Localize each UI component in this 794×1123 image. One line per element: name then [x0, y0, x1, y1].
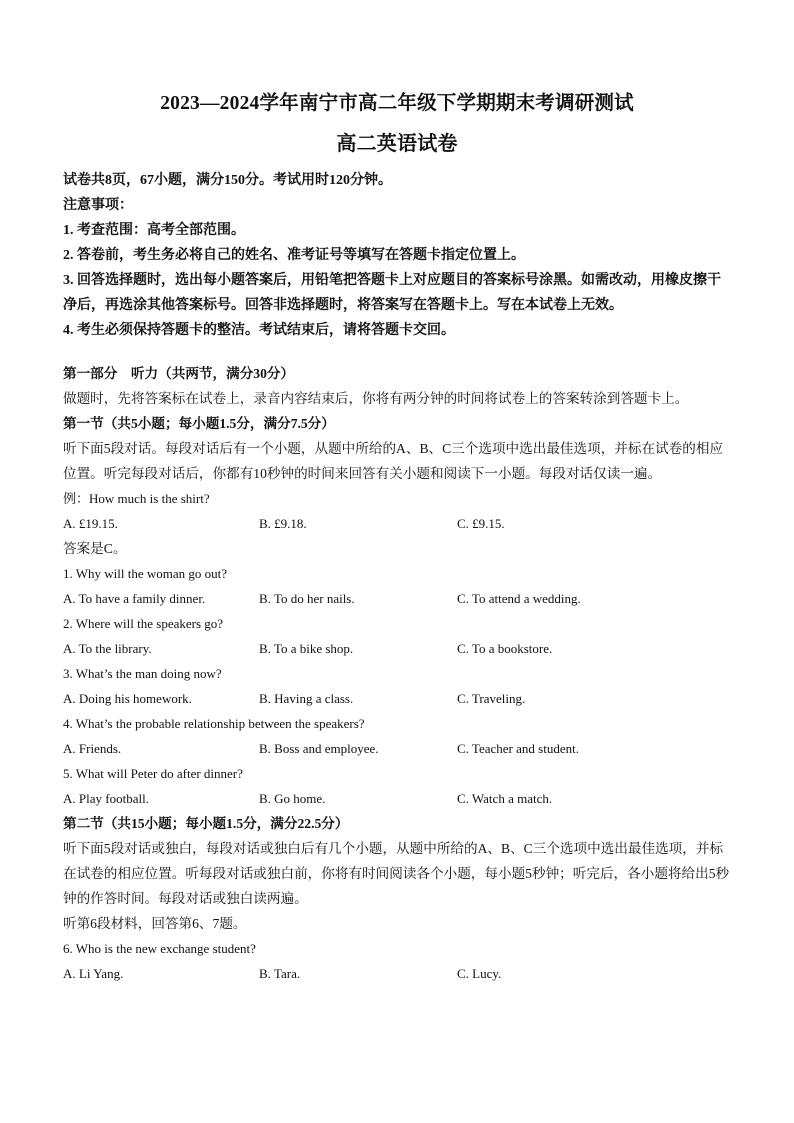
- option-b: B. Tara.: [259, 966, 301, 981]
- question-5: 5. What will Peter do after dinner?: [63, 766, 243, 781]
- exam-subtitle: 高二英语试卷: [336, 133, 458, 155]
- section1-heading: 第一节（共5小题；每小题1.5分，满分7.5分）: [63, 416, 335, 431]
- option-b: B. £9.18.: [259, 516, 307, 531]
- option-c: C. Teacher and student.: [457, 741, 579, 756]
- option-c: C. To a bookstore.: [457, 641, 553, 656]
- option-a: A. Friends.: [63, 741, 122, 756]
- question-2: 2. Where will the speakers go?: [63, 616, 224, 631]
- part1-instruction: 做题时，先将答案标在试卷上，录音内容结束后，你将有两分钟的时间将试卷上的答案转涂到答题卡上。: [63, 391, 689, 406]
- note-item: 3. 回答选择题时，选出每小题答案后，用铅笔把答题卡上对应题目的答案标号涂黑。如需改动，用橡皮擦干净后，再选涂其他答案标号。回答非选择题时，将答案写在答题卡上。写在本试卷上无效。: [63, 273, 721, 313]
- section2-heading: 第二节（共15小题；每小题1.5分，满分22.5分）: [63, 816, 349, 831]
- option-b: B. Go home.: [259, 791, 326, 806]
- question-4: 4. What’s the probable relationship between the speakers?: [63, 716, 365, 731]
- exam-page: [63, 90, 731, 986]
- option-a: A. Play football.: [63, 791, 149, 806]
- material-note: 听第6段材料，回答第6、7题。: [63, 916, 247, 931]
- question-6-options: [63, 961, 731, 986]
- question-6: 6. Who is the new exchange student?: [63, 941, 256, 956]
- option-b: B. Having a class.: [259, 691, 354, 706]
- option-c: C. Watch a match.: [457, 791, 553, 806]
- option-b: B. To do her nails.: [259, 591, 355, 606]
- option-a: A. To the library.: [63, 641, 152, 656]
- note-item: 1. 考查范围：高考全部范围。: [63, 223, 245, 238]
- option-b: B. To a bike shop.: [259, 641, 354, 656]
- question-5-options: [63, 786, 731, 811]
- option-a: A. Li Yang.: [63, 966, 124, 981]
- example-options: [63, 511, 731, 536]
- question-3: 3. What’s the man doing now?: [63, 666, 222, 681]
- option-a: A. To have a family dinner.: [63, 591, 206, 606]
- question-3-options: [63, 686, 731, 711]
- exam-intro: 试卷共8页，67小题，满分150分。考试用时120分钟。: [63, 173, 392, 188]
- option-c: C. To attend a wedding.: [457, 591, 581, 606]
- part1-heading: 第一部分 听力（共两节，满分30分）: [63, 366, 295, 381]
- option-a: A. Doing his homework.: [63, 691, 192, 706]
- question-2-options: [63, 636, 731, 661]
- spacer: [63, 343, 731, 361]
- section2-instruction: 听下面5段对话或独白，每段对话或独白后有几个小题，从题中所给的A、B、C三个选项中选出最佳选项，并标在试卷的相应位置。听每段对话或独白前，你将有时间阅读各个小题，每小题5秒钟；听完后，各小题将给出5秒钟的作答时间。每段对话或独白读两遍。: [63, 841, 730, 906]
- example-question: 例：How much is the shirt?: [63, 491, 210, 506]
- exam-title: 2023—2024学年南宁市高二年级下学期期末考调研测试: [160, 93, 634, 114]
- option-b: B. Boss and employee.: [259, 741, 379, 756]
- option-c: C. Lucy.: [457, 966, 502, 981]
- question-1: 1. Why will the woman go out?: [63, 566, 228, 581]
- section1-instruction: 听下面5段对话。每段对话后有一个小题，从题中所给的A、B、C三个选项中选出最佳选项，并标在试卷的相应位置。听完每段对话后，你都有10秒钟的时间来回答有关小题和阅读下一小题。每段对话仅读一遍。: [63, 441, 724, 481]
- question-1-options: [63, 586, 731, 611]
- option-a: A. £19.15.: [63, 516, 118, 531]
- question-4-options: [63, 736, 731, 761]
- notes-heading: 注意事项：: [63, 198, 133, 213]
- note-item: 2. 答卷前，考生务必将自己的姓名、准考证号等填写在答题卡指定位置上。: [63, 248, 525, 263]
- option-c: C. Traveling.: [457, 691, 526, 706]
- option-c: C. £9.15.: [457, 516, 505, 531]
- note-item: 4. 考生必须保持答题卡的整洁。考试结束后，请将答题卡交回。: [63, 323, 455, 338]
- example-answer: 答案是C。: [63, 541, 127, 556]
